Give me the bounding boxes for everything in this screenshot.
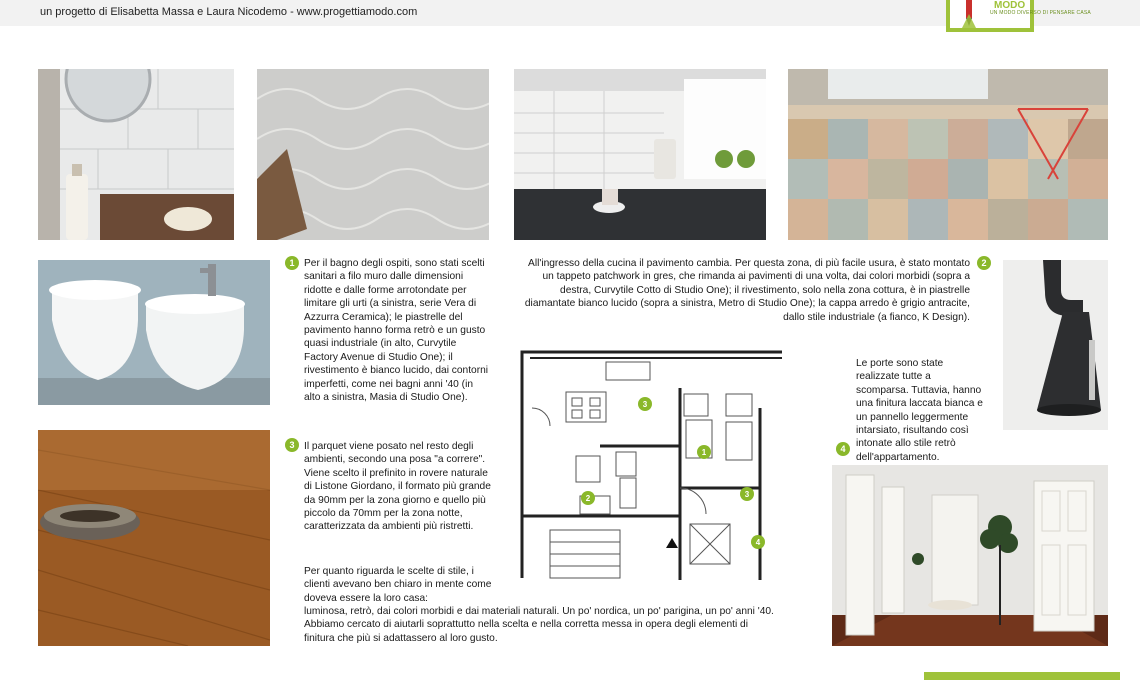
plan-marker-3b: 3	[744, 490, 750, 499]
footer-accent-bar	[924, 672, 1120, 680]
patchwork-floor-photo	[788, 69, 1108, 240]
oak-parquet-bowl-photo	[38, 430, 270, 646]
section-1-text: Per il bagno degli ospiti, sono stati scelti sanitari a filo muro dalle dimensioni ridotte e dalle forme arrotondate per limitare gli urti (a sinistra, serie Vera di Azzurra Ceramica); le piastrelle del pavimento hanno forma retrò e un gusto quasi industriale (in alto, Curvytile Factory Avenue di Studio One); il rivestimento è bianco lucido, dai contorni imperfetti, come nei bagni anni '40 (in alto a sinistra, Masia di Studio One).	[304, 258, 489, 404]
black-hood-photo	[1003, 260, 1108, 430]
plan-marker-2: 2	[585, 494, 591, 503]
section-2-marker: 2	[977, 256, 991, 270]
section-3-marker: 3	[285, 438, 299, 452]
plan-marker-3a: 3	[642, 400, 648, 409]
logo-brand: MODO	[994, 0, 1026, 11]
plan-marker-1: 1	[701, 448, 707, 457]
white-doors-hallway-photo	[832, 465, 1108, 646]
white-tiles-bathroom-photo	[38, 69, 234, 240]
logo	[946, 0, 1091, 32]
kitchen-metro-tiles-photo	[514, 69, 766, 240]
header-credit: un progetto di Elisabetta Massa e Laura Nicodemo - www.progettiamodo.com	[40, 6, 418, 18]
section-1-marker: 1	[285, 256, 299, 270]
plan-marker-4: 4	[755, 538, 761, 547]
pen-icon	[962, 0, 976, 28]
grey-curvy-floor-tiles-photo	[257, 69, 489, 240]
wall-hung-toilet-bidet-photo	[38, 260, 270, 405]
section-2-text: All'ingresso della cucina il pavimento cambia. Per questa zona, di più facile usura, è stato montato un tappeto patchwork in gres, che rimanda ai pavimenti di una volta, dai colori morbidi (sopra a destra, Curvytile Cotto di Studio One); il rivestimento, solo nella zona cottura, è in piastrelle diamantate bianco lucido (sopra a sinistra, Metro di Studio One); la cappa arredo è grigio antracite, dallo stile industriale (a fianco, K Design).	[524, 258, 970, 323]
closing-intro: Per quanto riguarda le scelte di stile, i clienti avevano ben chiaro in mente come doveva essere la loro casa:	[304, 566, 492, 604]
logo-panel	[950, 0, 1091, 28]
floor-plan	[520, 348, 782, 580]
section-4-marker: 4	[836, 442, 850, 456]
logo-tagline: UN MODO DIVERSO DI PENSARE CASA	[990, 10, 1091, 16]
section-4-text: Le porte sono state realizzate tutte a scomparsa. Tuttavia, hanno una finitura laccata bianca e un pannello leggermente intarsiato, risultando così intonate allo stile retrò dell'appartamento.	[856, 358, 983, 463]
section-3-text: Il parquet viene posato nel resto degli ambienti, secondo una posa "a correre". Viene scelto il prefinito in rovere naturale di Listone Giordano, il formato più grande da 90mm per la zona giorno e quello più piccolo da 70mm per la zona notte, caratterizzata da ambienti più ristretti.	[304, 441, 491, 533]
closing-body: luminosa, retrò, dai colori morbidi e dai materiali naturali. Un po' nordica, un po' parigina, un po' anni '40. Abbiamo cercato di aiutarli soprattutto nella scelta e nella corretta messa in opera degli elementi di finitura che più si adattassero al loro gusto.	[304, 606, 774, 644]
